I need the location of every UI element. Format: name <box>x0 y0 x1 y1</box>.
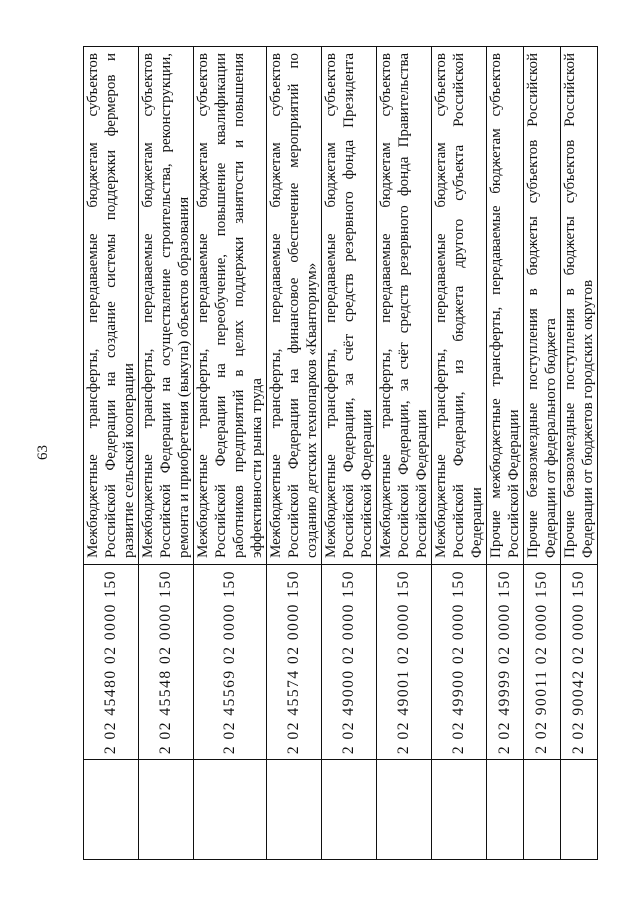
table-row <box>84 47 139 860</box>
table-row <box>139 47 194 860</box>
description-line: Российской Федерации, за счёт средств резервного фонда Президента <box>341 53 357 558</box>
table-row <box>322 47 377 860</box>
empty-cell <box>432 760 487 860</box>
table-row <box>377 47 432 860</box>
revenue-codes-table <box>83 46 598 860</box>
description-line: работников предприятий в целях поддержки занятости и повышения <box>231 53 247 558</box>
code-cell: 2 02 90042 02 0000 150 <box>561 565 598 760</box>
description-cell <box>432 47 487 565</box>
empty-cell <box>377 760 432 860</box>
description-cell <box>84 47 139 565</box>
description-line: Российской Федерации <box>359 409 375 558</box>
code-cell: 2 02 49999 02 0000 150 <box>487 565 524 760</box>
description-line: Прочие межбюджетные трансферты, передаваемые бюджетам субъектов <box>488 53 504 558</box>
description-line: Российской Федерации <box>506 409 522 558</box>
code-cell: 2 02 49000 02 0000 150 <box>322 565 377 760</box>
description-cell <box>322 47 377 565</box>
page-number: 63 <box>35 445 51 460</box>
description-cell <box>377 47 432 565</box>
table-row <box>487 47 524 860</box>
description-cell <box>194 47 267 565</box>
code-cell: 2 02 49900 02 0000 150 <box>432 565 487 760</box>
description-cell <box>561 47 598 565</box>
table-body <box>84 47 598 860</box>
description-line: Российской Федерации на осуществление строительства, реконструкции, <box>158 53 174 558</box>
description-line: Российской Федерации на переобучение, повышение квалификации <box>213 53 229 558</box>
description-line: Межбюджетные трансферты, передаваемые бюджетам субъектов <box>140 53 156 558</box>
empty-cell <box>561 760 598 860</box>
empty-cell <box>524 760 561 860</box>
table-row <box>267 47 322 860</box>
code-cell: 2 02 45480 02 0000 150 <box>84 565 139 760</box>
description-line: Российской Федерации на создание системы поддержки фермеров и <box>103 53 119 558</box>
table-row <box>524 47 561 860</box>
empty-cell <box>139 760 194 860</box>
empty-cell <box>267 760 322 860</box>
description-line: ремонта и приобретения (выкупа) объектов образования <box>176 196 192 558</box>
description-line: Российской Федерации, за счёт средств резервного фонда Правительства <box>396 53 412 558</box>
description-line: Межбюджетные трансферты, передаваемые бюджетам субъектов <box>323 53 339 558</box>
description-line: Межбюджетные трансферты, передаваемые бюджетам субъектов <box>433 53 449 558</box>
empty-cell <box>84 760 139 860</box>
description-line: эффективности рынка труда <box>249 378 265 558</box>
empty-cell <box>194 760 267 860</box>
description-line: Межбюджетные трансферты, передаваемые бюджетам субъектов <box>85 53 101 558</box>
empty-cell <box>487 760 524 860</box>
description-line: Межбюджетные трансферты, передаваемые бюджетам субъектов <box>378 53 394 558</box>
table-row <box>432 47 487 860</box>
table-row <box>194 47 267 860</box>
code-cell: 2 02 45569 02 0000 150 <box>194 565 267 760</box>
description-line: Федерации от федерального бюджета <box>543 318 559 558</box>
description-line: Федерации от бюджетов городских округов <box>580 279 596 558</box>
code-cell: 2 02 45548 02 0000 150 <box>139 565 194 760</box>
description-line: Прочие безвозмездные поступления в бюджеты субъектов Российской <box>562 53 578 558</box>
description-line: Российской Федерации, из бюджета другого субъекта Российской <box>451 53 467 558</box>
code-cell: 2 02 45574 02 0000 150 <box>267 565 322 760</box>
table-row <box>561 47 598 860</box>
description-line: Межбюджетные трансферты, передаваемые бюджетам субъектов <box>268 53 284 558</box>
description-cell <box>139 47 194 565</box>
description-line: Межбюджетные трансферты, передаваемые бюджетам субъектов <box>195 53 211 558</box>
description-line: Российской Федерации <box>414 409 430 558</box>
description-cell <box>487 47 524 565</box>
description-cell <box>267 47 322 565</box>
empty-cell <box>322 760 377 860</box>
description-line: созданию детских технопарков «Кванториум» <box>304 262 320 558</box>
description-line: Российской Федерации на финансовое обеспечение мероприятий по <box>286 53 302 558</box>
code-cell: 2 02 49001 02 0000 150 <box>377 565 432 760</box>
description-line: Федерации <box>469 487 485 558</box>
code-cell: 2 02 90011 02 0000 150 <box>524 565 561 760</box>
description-line: Прочие безвозмездные поступления в бюджеты субъектов Российской <box>525 53 541 558</box>
description-line: развитие сельской кооперации <box>121 363 137 558</box>
description-cell <box>524 47 561 565</box>
